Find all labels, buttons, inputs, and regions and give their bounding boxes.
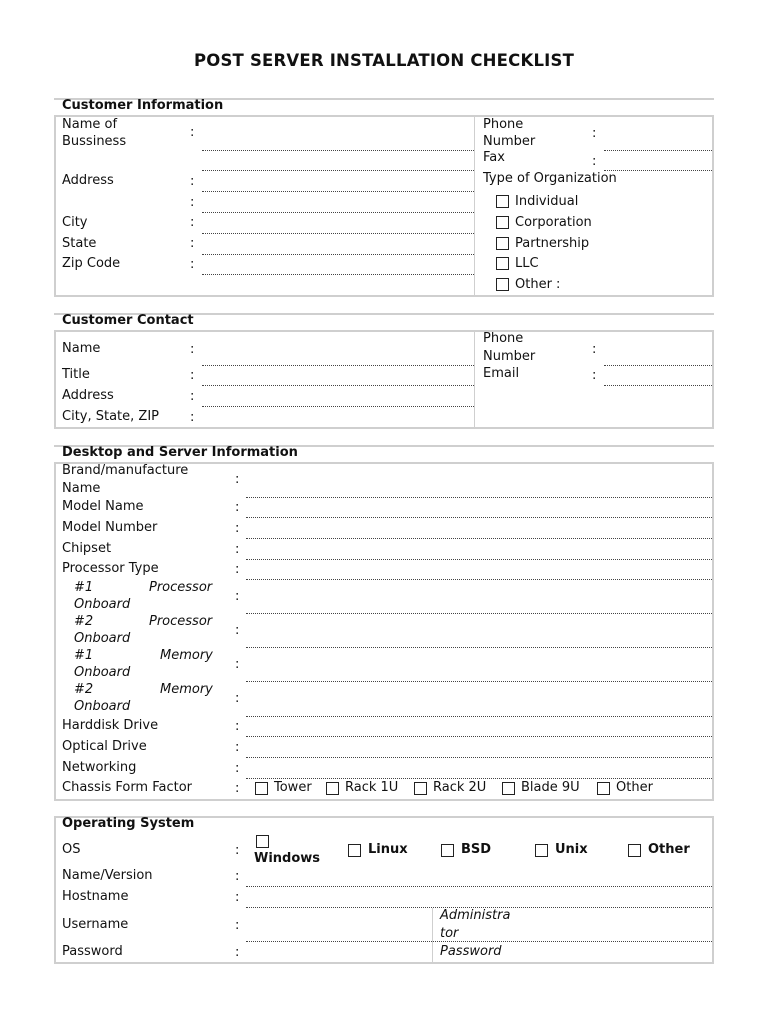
administrator-hint-cont: tor	[440, 926, 459, 941]
section-heading: Customer Contact	[62, 313, 194, 328]
optical-drive-label: Optical Drive	[62, 739, 147, 754]
colon: :	[592, 342, 597, 357]
colon: :	[235, 740, 240, 755]
rack-2u-checkbox[interactable]	[414, 782, 427, 795]
section-box	[54, 462, 714, 801]
processor-type-label: Processor Type	[62, 561, 159, 576]
model-name-label: Model Name	[62, 499, 144, 514]
chipset-label: Chipset	[62, 541, 112, 556]
bsd-label: BSD	[461, 842, 492, 857]
other-chassis-label: Other	[616, 780, 653, 795]
colon: :	[190, 342, 195, 357]
phone-label-cont: Number	[483, 134, 536, 149]
bsd-checkbox[interactable]	[441, 844, 454, 857]
processor-type-field[interactable]	[246, 579, 712, 580]
colon: :	[190, 125, 195, 140]
linux-label: Linux	[368, 842, 408, 857]
model-number-label: Model Number	[62, 520, 158, 535]
hostname-label: Hostname	[62, 889, 129, 904]
state-field[interactable]	[202, 254, 474, 255]
colon: :	[190, 195, 195, 210]
colon: :	[235, 945, 240, 960]
individual-label: Individual	[515, 194, 579, 209]
mem2-onboard: Onboard	[74, 699, 131, 714]
proc2-onboard-field[interactable]	[246, 647, 712, 648]
other-chassis-checkbox[interactable]	[597, 782, 610, 795]
corporation-checkbox[interactable]	[496, 216, 509, 229]
business-name-field-2[interactable]	[202, 170, 474, 171]
colon: :	[235, 869, 240, 884]
name-of-business-label: Name of	[62, 117, 118, 132]
section-heading: Customer Information	[62, 98, 224, 113]
colon: :	[235, 843, 240, 858]
username-field[interactable]	[246, 941, 712, 942]
address-field[interactable]	[202, 191, 474, 192]
contact-email-field[interactable]	[604, 385, 712, 386]
colon: :	[235, 589, 240, 604]
business-name-field[interactable]	[202, 150, 474, 151]
linux-checkbox[interactable]	[348, 844, 361, 857]
section-heading: Desktop and Server Information	[62, 445, 298, 460]
name-of-business-label-cont: Bussiness	[62, 134, 127, 149]
windows-checkbox[interactable]	[256, 835, 269, 848]
llc-label: LLC	[515, 256, 539, 271]
contact-address-field[interactable]	[202, 406, 474, 407]
colon: :	[235, 500, 240, 515]
colon: :	[235, 521, 240, 536]
colon: :	[235, 890, 240, 905]
password-hint: Password	[440, 944, 502, 959]
city-field[interactable]	[202, 233, 474, 234]
phone-label: Phone	[483, 117, 524, 132]
fax-label: Fax	[483, 150, 505, 165]
mem2-word: Memory	[160, 682, 213, 697]
rack-2u-label: Rack 2U	[433, 780, 487, 795]
colon: :	[235, 781, 240, 796]
city-label: City	[62, 215, 88, 230]
rack-1u-label: Rack 1U	[345, 780, 399, 795]
contact-address-label: Address	[62, 388, 114, 403]
contact-phone-label-cont: Number	[483, 349, 536, 364]
zip-code-field[interactable]	[202, 274, 474, 275]
mem2-number: #2	[74, 682, 94, 697]
section-heading: Operating System	[62, 816, 195, 831]
windows-label: Windows	[254, 851, 321, 866]
address-field-2[interactable]	[202, 212, 474, 213]
section-box	[54, 115, 714, 297]
administrator-hint: Administra	[440, 908, 511, 923]
colon: :	[190, 368, 195, 383]
partnership-checkbox[interactable]	[496, 237, 509, 250]
rack-1u-checkbox[interactable]	[326, 782, 339, 795]
blade-9u-checkbox[interactable]	[502, 782, 515, 795]
colon: :	[235, 691, 240, 706]
other-os-checkbox[interactable]	[628, 844, 641, 857]
proc2-onboard: Onboard	[74, 631, 131, 646]
other-org-checkbox[interactable]	[496, 278, 509, 291]
mem1-onboard: Onboard	[74, 665, 131, 680]
proc1-onboard-field[interactable]	[246, 613, 712, 614]
harddisk-field[interactable]	[246, 736, 712, 737]
mem2-onboard-field[interactable]	[246, 716, 712, 717]
colon: :	[235, 761, 240, 776]
colon: :	[235, 472, 240, 487]
colon: :	[592, 154, 597, 169]
other-org-label: Other :	[515, 277, 561, 292]
harddisk-label: Harddisk Drive	[62, 718, 159, 733]
os-label: OS	[62, 842, 81, 857]
networking-label: Networking	[62, 760, 137, 775]
proc2-word: Processor	[149, 614, 213, 629]
proc1-number: #1	[74, 580, 94, 595]
contact-phone-label: Phone	[483, 331, 524, 346]
mem1-number: #1	[74, 648, 94, 663]
contact-name-field[interactable]	[202, 365, 474, 366]
unix-label: Unix	[555, 842, 588, 857]
contact-name-label: Name	[62, 341, 101, 356]
optical-drive-field[interactable]	[246, 757, 712, 758]
proc2-number: #2	[74, 614, 94, 629]
colon: :	[190, 174, 195, 189]
contact-title-label: Title	[62, 367, 90, 382]
colon: :	[235, 657, 240, 672]
contact-email-label: Email	[483, 366, 520, 381]
colon: :	[235, 562, 240, 577]
colon: :	[190, 215, 195, 230]
colon: :	[592, 126, 597, 141]
chassis-label: Chassis Form Factor	[62, 780, 193, 795]
contact-phone-field[interactable]	[604, 365, 712, 366]
contact-title-field[interactable]	[202, 385, 474, 386]
brand-label-cont: Name	[62, 481, 101, 496]
type-of-organization-label: Type of Organization	[483, 171, 617, 186]
blade-9u-label: Blade 9U	[521, 780, 580, 795]
other-os-label: Other	[648, 842, 690, 857]
colon: :	[190, 257, 195, 272]
column-divider	[474, 116, 475, 296]
llc-checkbox[interactable]	[496, 257, 509, 270]
proc1-onboard: Onboard	[74, 597, 131, 612]
password-label: Password	[62, 944, 123, 959]
name-version-label: Name/Version	[62, 868, 153, 883]
individual-checkbox[interactable]	[496, 195, 509, 208]
colon: :	[235, 623, 240, 638]
model-name-field[interactable]	[246, 517, 712, 518]
field-divider	[432, 908, 433, 963]
corporation-label: Corporation	[515, 215, 592, 230]
address-label: Address	[62, 173, 114, 188]
colon: :	[235, 918, 240, 933]
unix-checkbox[interactable]	[535, 844, 548, 857]
brand-field[interactable]	[246, 497, 712, 498]
zip-code-label: Zip Code	[62, 256, 121, 271]
phone-field[interactable]	[604, 150, 712, 151]
column-divider	[474, 331, 475, 428]
colon: :	[235, 719, 240, 734]
username-label: Username	[62, 917, 129, 932]
chipset-field[interactable]	[246, 559, 712, 560]
partnership-label: Partnership	[515, 236, 590, 251]
mem1-onboard-field[interactable]	[246, 681, 712, 682]
colon: :	[190, 389, 195, 404]
mem1-word: Memory	[160, 648, 213, 663]
contact-city-state-zip-label: City, State, ZIP	[62, 409, 159, 424]
colon: :	[592, 368, 597, 383]
name-version-field[interactable]	[246, 886, 712, 887]
colon: :	[235, 542, 240, 557]
tower-label: Tower	[274, 780, 312, 795]
colon: :	[190, 410, 195, 425]
proc1-word: Processor	[149, 580, 213, 595]
tower-checkbox[interactable]	[255, 782, 268, 795]
state-label: State	[62, 236, 97, 251]
brand-label: Brand/manufacture	[62, 463, 189, 478]
colon: :	[190, 236, 195, 251]
page-title: POST SERVER INSTALLATION CHECKLIST	[193, 51, 575, 70]
model-number-field[interactable]	[246, 538, 712, 539]
fax-field[interactable]	[604, 170, 712, 171]
